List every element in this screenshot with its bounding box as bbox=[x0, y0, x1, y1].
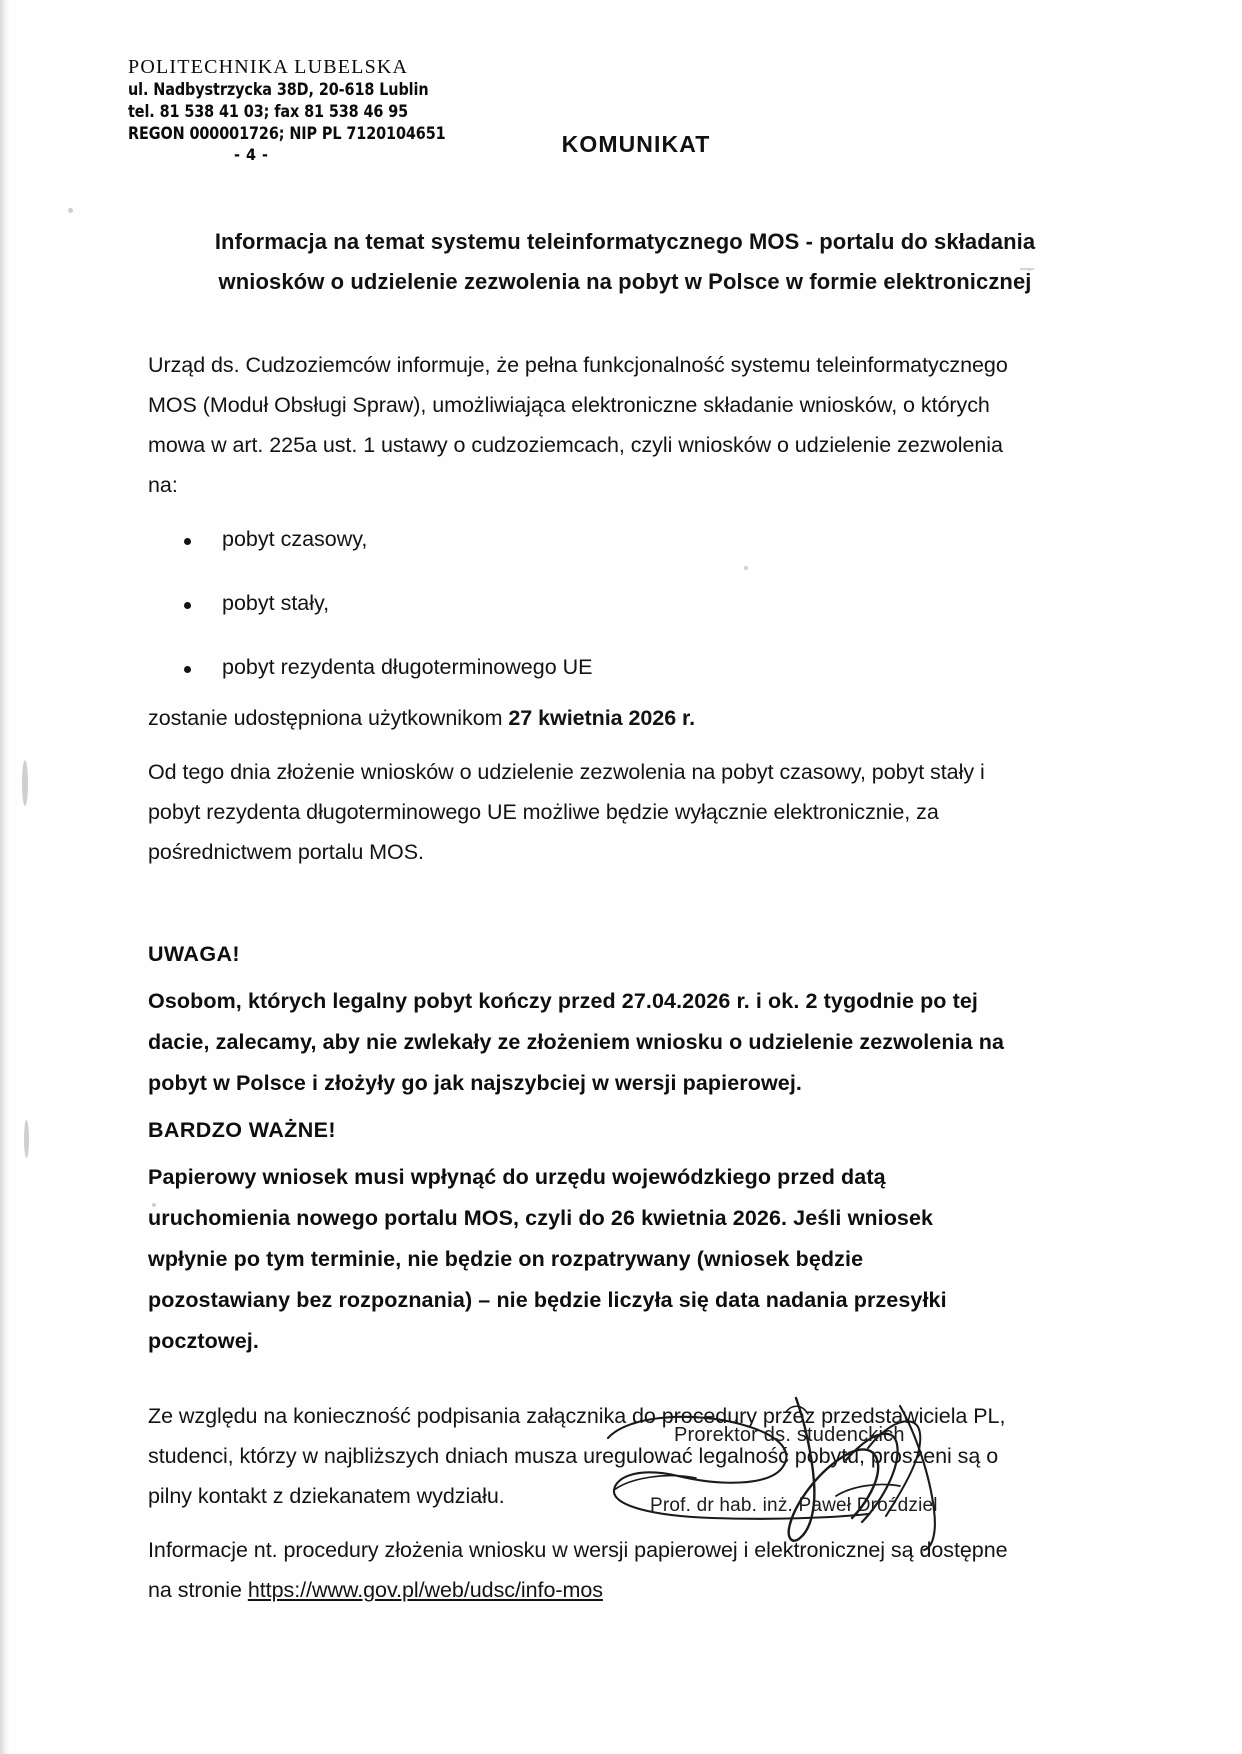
list-item-label: pobyt czasowy, bbox=[222, 527, 368, 551]
list-item-label: pobyt rezydenta długoterminowego UE bbox=[222, 654, 593, 679]
signature-block bbox=[640, 1424, 1060, 1517]
document-heading bbox=[150, 222, 1100, 302]
very-important-paragraph: Papierowy wniosek musi wpłynąć do urzędu wojewódzkiego przed datą uruchomienia nowego portalu MOS, czyli do 26 kwietnia 2026. Jeśli wniosek wpłynie po tym terminie, nie będzie on rozpatrywany (wniosek będzie pozostawiany bez rozpoznania) – nie będzie liczyła się data nadania przesyłki pocztowej. bbox=[148, 1165, 947, 1354]
info-paragraph-prefix: Informacje nt. procedury złożenia wniosku w wersji papierowej i elektronicznej są dostępne na stronie bbox=[148, 1538, 1008, 1603]
availability-paragraph bbox=[148, 698, 1010, 738]
bullet-dot-icon bbox=[184, 666, 191, 673]
scan-speck-artifact bbox=[68, 208, 73, 213]
heading-line-2: wniosków o udzielenie zezwolenia na pobyt w Polsce w formie elektronicznej bbox=[218, 269, 1032, 295]
info-paragraph bbox=[148, 1530, 1010, 1610]
very-important-label: BARDZO WAŻNE! bbox=[148, 1118, 336, 1143]
scan-speck-artifact bbox=[22, 760, 28, 806]
scan-speck-artifact bbox=[24, 1120, 29, 1158]
list-item bbox=[148, 527, 1010, 553]
stamp-contact: tel. 81 538 41 03; fax 81 538 46 95 bbox=[128, 101, 409, 121]
page-title: KOMUNIKAT bbox=[561, 131, 711, 157]
pl-representative-paragraph: Ze względu na konieczność podpisania załącznika do procedury przez przedstawiciela PL, studenci, którzy w najbliższych dniach musza uregulować legalność pobytu, proszeni są o pilny kontakt z dziekanatem wydziału. bbox=[148, 1404, 1006, 1509]
stamp-identifiers: REGON 000001726; NIP PL 7120104651 bbox=[128, 123, 446, 143]
intro-paragraph: Urząd ds. Cudzoziemców informuje, że pełna funkcjonalność systemu teleinformatycznego MOS (Moduł Obsługi Spraw), umożliwiająca elektroniczne składanie wniosków, o których mowa w art. 225a ust. 1 ustawy o cudzoziemcach, czyli wniosków o udzielenie zezwolenia na: bbox=[148, 353, 1008, 497]
stamp-address: ul. Nadbystrzycka 38D, 20-618 Lublin bbox=[128, 80, 429, 99]
document-body bbox=[148, 345, 1010, 1610]
electronic-only-paragraph: Od tego dnia złożenie wniosków o udzielenie zezwolenia na pobyt czasowy, pobyt stały i pobyt rezydenta długoterminowego UE możliwe będzie wyłącznie elektronicznie, za pośrednictwem portalu MOS. bbox=[148, 760, 985, 865]
signature-role: Prorektor ds. studenckich bbox=[674, 1424, 905, 1446]
heading-line-1: Informacja na temat systemu teleinformatycznego MOS - portalu do składania bbox=[214, 229, 1036, 254]
availability-date: 27 kwietnia 2026 r. bbox=[508, 706, 696, 731]
info-mos-link[interactable]: https://www.gov.pl/web/udsc/info-mos bbox=[247, 1578, 603, 1603]
page-number-marker: - 4 - bbox=[234, 145, 269, 165]
stamp-organization: POLITECHNIKA LUBELSKA bbox=[128, 56, 409, 78]
bullet-dot-icon bbox=[184, 538, 191, 545]
attention-label: UWAGA! bbox=[148, 942, 240, 967]
list-item bbox=[148, 591, 1010, 617]
list-item-label: pobyt stały, bbox=[222, 590, 330, 615]
scan-edge-artifact bbox=[0, 0, 10, 1754]
availability-prefix: zostanie udostępniona użytkownikom bbox=[148, 706, 509, 731]
attention-paragraph: Osobom, których legalny pobyt kończy przed 27.04.2026 r. i ok. 2 tygodnie po tej dacie, zalecamy, aby nie zwlekały ze złożeniem wniosku o udzielenie zezwolenia na pobyt w Polsce i złożyły go jak najszybciej w wersji papierowej. bbox=[148, 989, 1005, 1096]
signature-name: Prof. dr hab. inż. Paweł Droździel bbox=[650, 1495, 938, 1516]
permit-type-list bbox=[148, 527, 1010, 680]
bullet-dot-icon bbox=[184, 602, 191, 609]
list-item bbox=[148, 655, 1010, 681]
